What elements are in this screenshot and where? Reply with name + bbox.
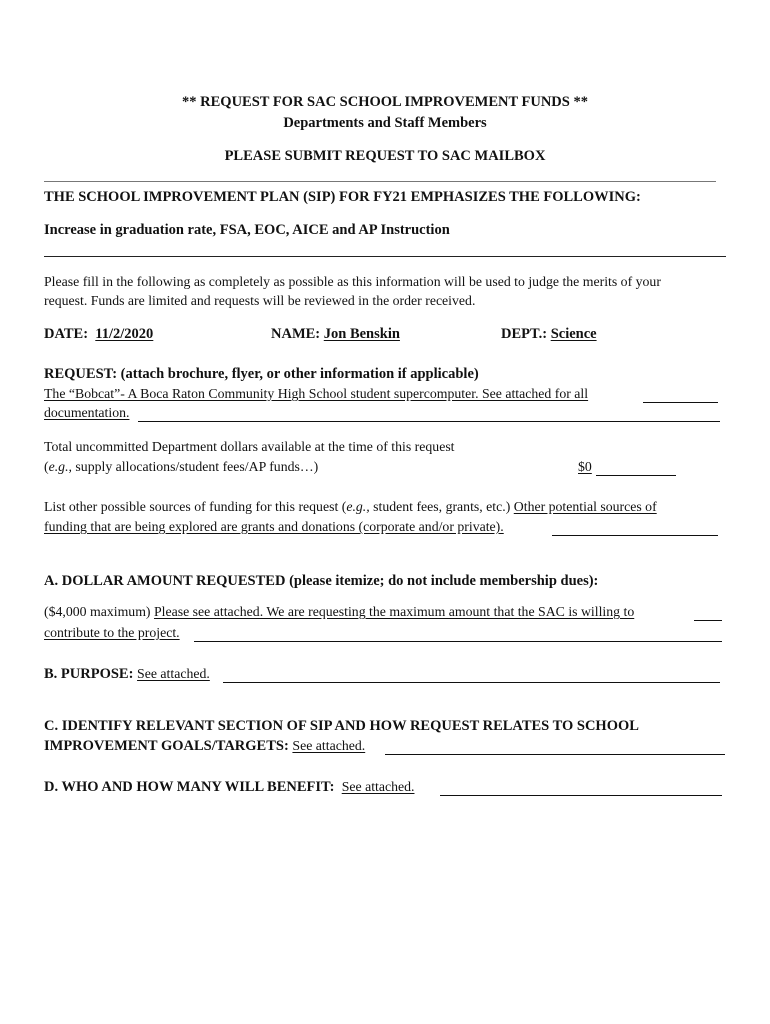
- date-label: DATE:: [44, 326, 89, 342]
- section-c-answer: See attached.: [292, 738, 366, 753]
- other-sources-prefix-rest: student fees, grants, etc.): [369, 499, 514, 514]
- sip-heading: THE SCHOOL IMPROVEMENT PLAN (SIP) FOR FY21 EMPHASIZES THE FOLLOWING:: [44, 189, 641, 205]
- other-sources-answer-2: funding that are being explored are grants and donations (corporate and/or private).: [44, 519, 504, 534]
- sip-divider: [44, 256, 726, 257]
- other-sources-line-1: [44, 499, 657, 515]
- section-d-fill-line: [440, 795, 722, 796]
- section-a-line-2[interactable]: [44, 625, 180, 641]
- dept-label: DEPT.:: [501, 326, 548, 342]
- submit-note: PLEASE SUBMIT REQUEST TO SAC MAILBOX: [224, 148, 546, 164]
- name-value: Jon Benskin: [323, 326, 400, 342]
- request-fill-line-1: [643, 402, 718, 403]
- other-sources-prefix: List other possible sources of funding for this request (: [44, 499, 347, 514]
- section-d-answer: See attached.: [341, 779, 415, 794]
- section-a-answer-2: contribute to the project.: [44, 625, 180, 640]
- request-heading: REQUEST: (attach brochure, flyer, or other information if applicable): [44, 366, 479, 382]
- section-a-fill-line-1: [694, 620, 722, 621]
- name-field[interactable]: [271, 326, 400, 343]
- uncommitted-amount-field[interactable]: [578, 459, 592, 475]
- uncommitted-line-2: (e.g., supply allocations/student fees/AP funds…): [44, 459, 319, 474]
- request-fill-line-2: [138, 421, 720, 422]
- uncommitted-line-2-rest: supply allocations/student fees/AP funds…): [71, 459, 319, 474]
- eg-italic: e.g.,: [48, 459, 72, 474]
- section-b-answer: See attached.: [137, 666, 210, 681]
- other-sources-fill-line: [552, 535, 718, 536]
- uncommitted-amount: $0: [578, 459, 592, 474]
- section-b-line[interactable]: [44, 666, 210, 683]
- request-answer-text-2: documentation.: [44, 405, 130, 420]
- request-answer-line-1[interactable]: [44, 386, 588, 402]
- form-subtitle: Departments and Staff Members: [283, 115, 487, 131]
- section-b-label: B. PURPOSE:: [44, 666, 134, 682]
- uncommitted-fill-line: [596, 475, 676, 476]
- instructions-line-1: Please fill in the following as completely as possible as this information will be used to judge the merits of your: [44, 274, 661, 289]
- section-a-answer-1: Please see attached. We are requesting the maximum amount that the SAC is willing to: [153, 604, 635, 619]
- section-b-fill-line: [223, 682, 720, 683]
- section-d-line[interactable]: [44, 779, 414, 796]
- dept-value: Science: [550, 326, 597, 342]
- section-c-fill-line: [385, 754, 725, 755]
- section-a-heading: A. DOLLAR AMOUNT REQUESTED (please itemize; do not include membership dues):: [44, 573, 599, 589]
- request-answer-line-2[interactable]: [44, 405, 129, 421]
- other-sources-answer-1[interactable]: Other potential sources of: [513, 499, 657, 514]
- request-answer-text-1: The “Bobcat”- A Boca Raton Community High School student supercomputer. See attached for all: [44, 386, 589, 401]
- name-label: NAME:: [271, 326, 321, 342]
- section-a-max-note: ($4,000 maximum): [44, 604, 154, 619]
- section-c-label-2: IMPROVEMENT GOALS/TARGETS:: [44, 738, 289, 754]
- dept-field[interactable]: [501, 326, 597, 343]
- section-c-label-1: C. IDENTIFY RELEVANT SECTION OF SIP AND HOW REQUEST RELATES TO SCHOOL: [44, 718, 639, 734]
- date-value: 11/2/2020: [95, 326, 154, 342]
- form-title: ** REQUEST FOR SAC SCHOOL IMPROVEMENT FUNDS **: [182, 94, 588, 110]
- date-field[interactable]: [44, 326, 153, 343]
- section-c-line-2[interactable]: [44, 738, 365, 755]
- section-d-label: D. WHO AND HOW MANY WILL BENEFIT:: [44, 779, 335, 795]
- sip-emphasis: Increase in graduation rate, FSA, EOC, AICE and AP Instruction: [44, 222, 450, 238]
- uncommitted-line-1: Total uncommitted Department dollars available at the time of this request: [44, 439, 455, 454]
- section-a-line-1[interactable]: [44, 604, 634, 620]
- section-a-fill-line-2: [194, 641, 722, 642]
- other-sources-line-2[interactable]: [44, 519, 504, 535]
- instructions-line-2: request. Funds are limited and requests will be reviewed in the order received.: [44, 293, 476, 308]
- other-sources-eg: e.g.,: [346, 499, 370, 514]
- header-divider: [44, 181, 716, 182]
